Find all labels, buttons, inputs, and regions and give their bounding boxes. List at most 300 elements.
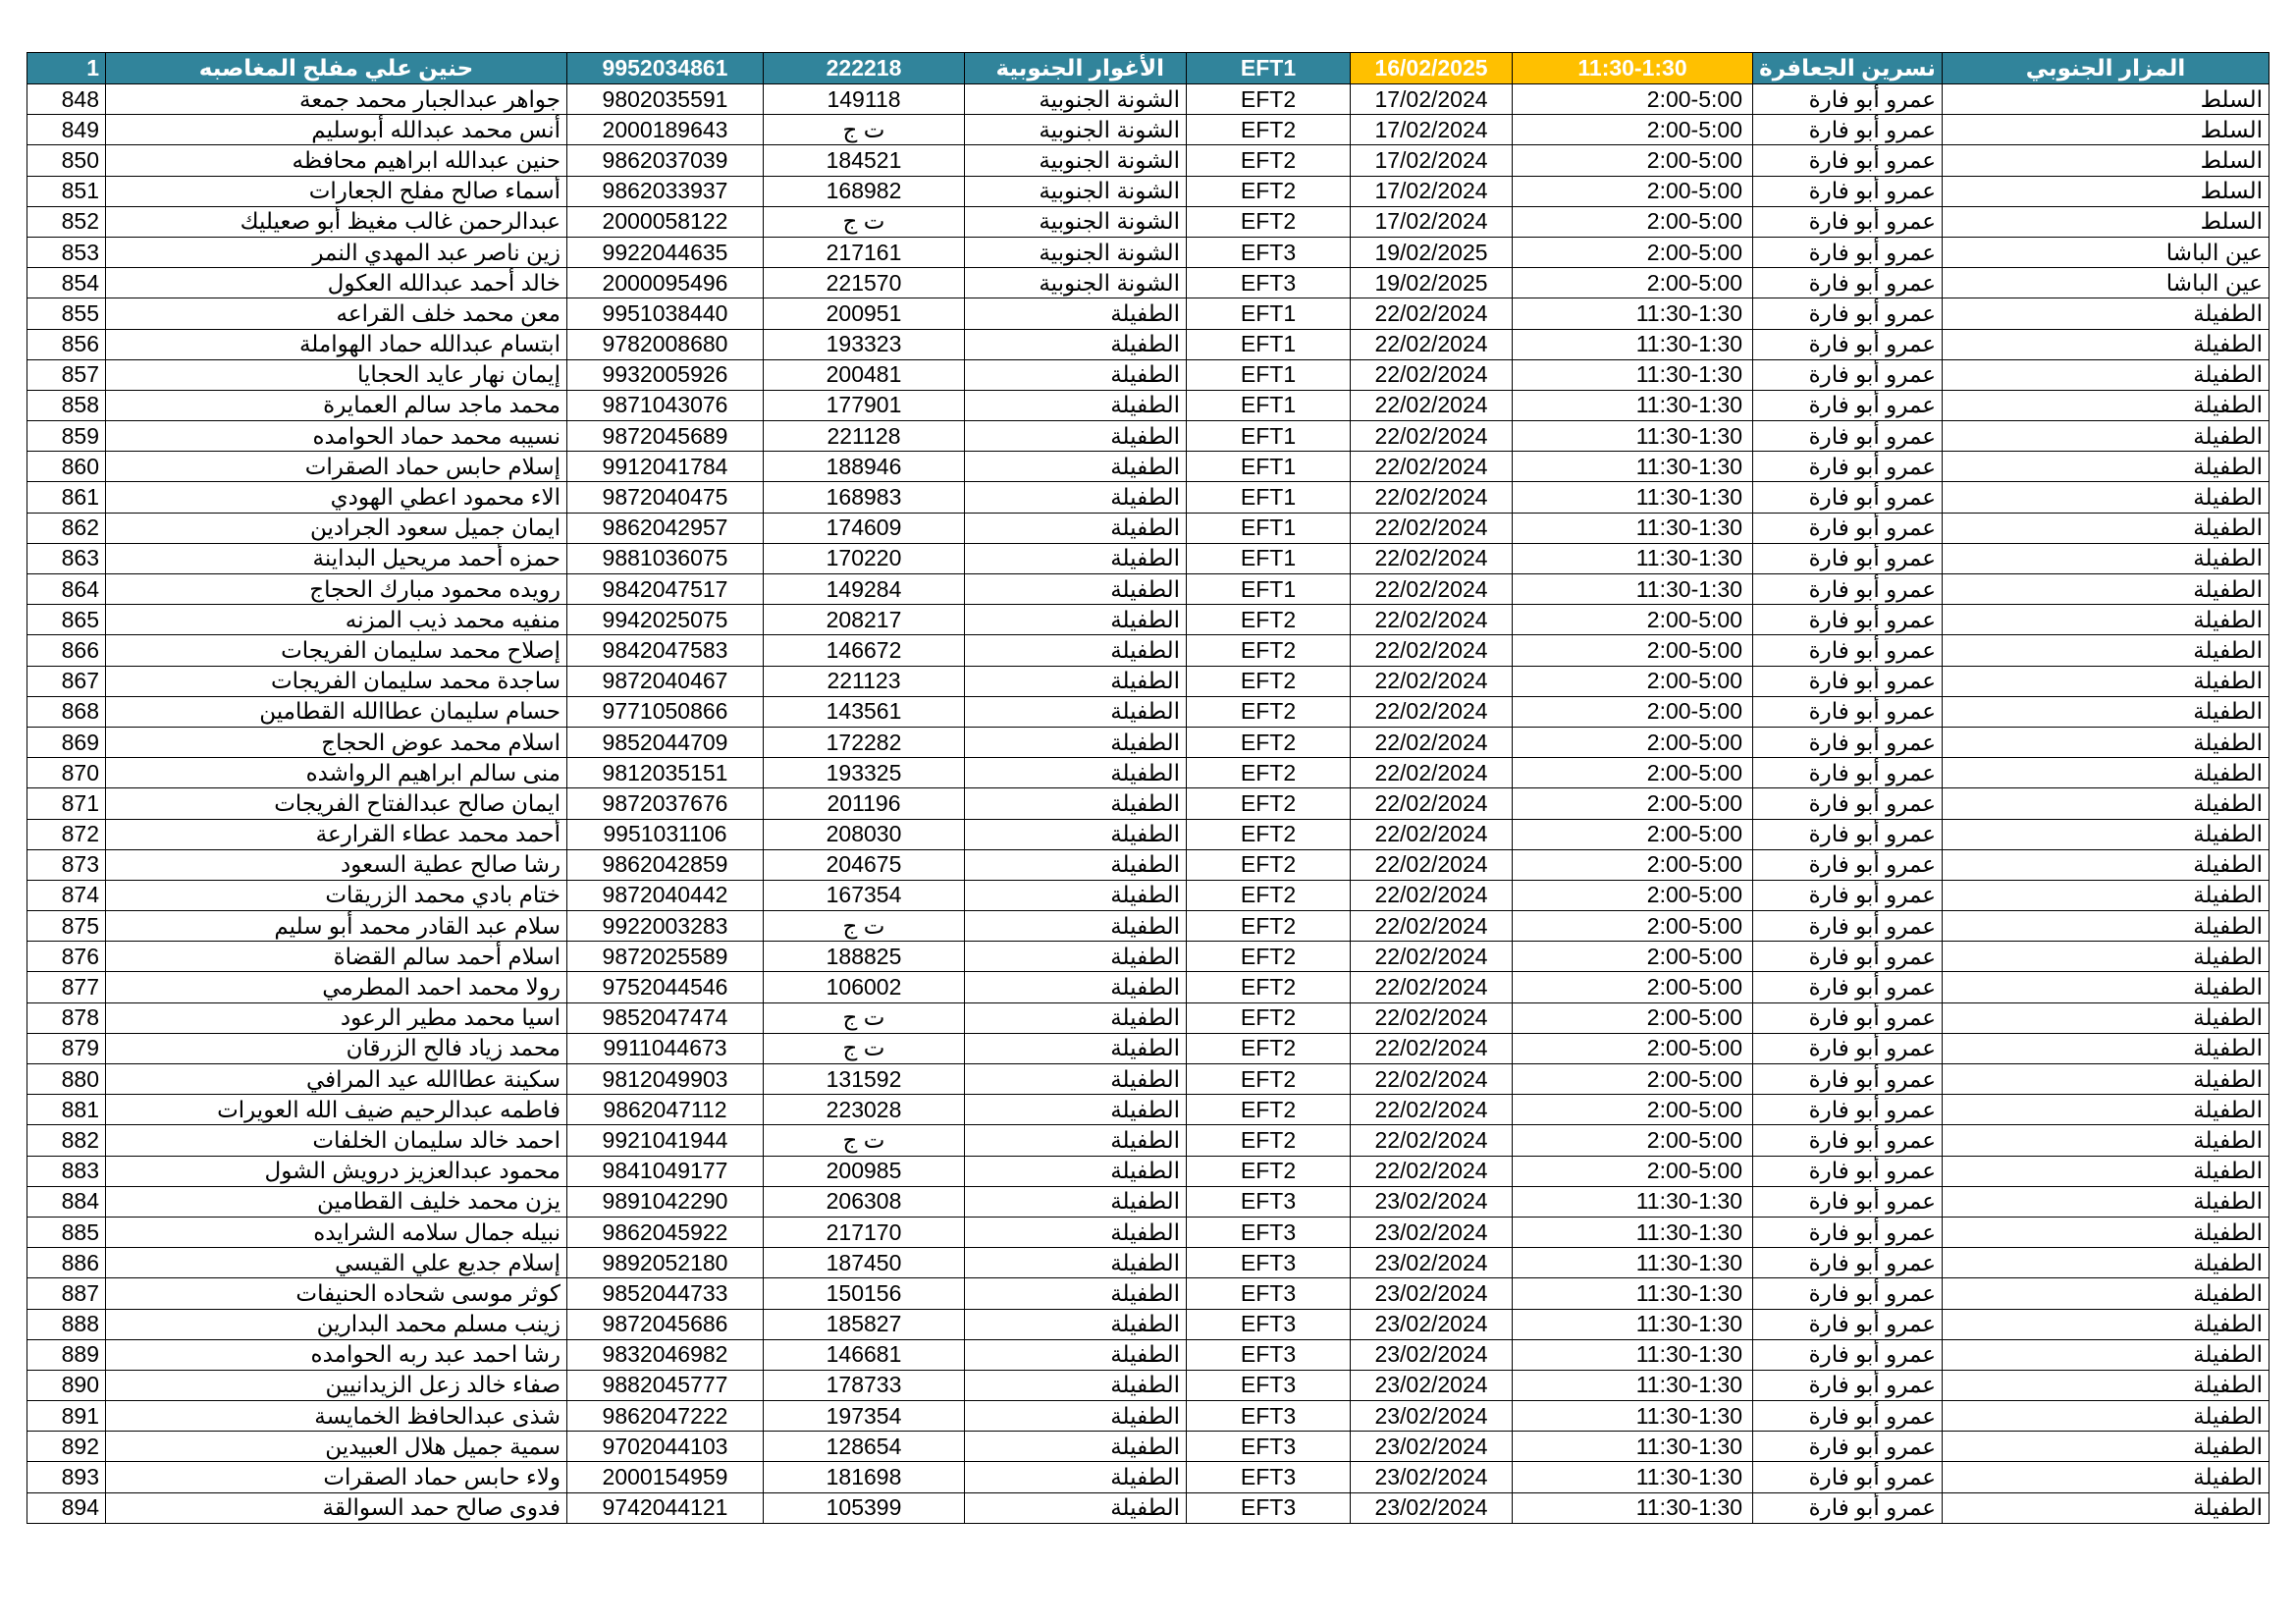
table-row	[27, 329, 2269, 359]
group-cell: EFT2	[1187, 788, 1351, 819]
trainer-cell: عمرو أبو فارة	[1753, 115, 1943, 145]
governorate-cell: الطفيلة	[965, 1248, 1187, 1278]
date-cell: 22/02/2024	[1351, 880, 1513, 910]
code-cell: 221128	[764, 421, 965, 452]
table-row	[27, 1492, 2269, 1523]
area-cell: الطفيلة	[1943, 1248, 2269, 1278]
area-cell: الطفيلة	[1943, 390, 2269, 420]
group-cell: EFT2	[1187, 1156, 1351, 1186]
national-id-cell: 9862042957	[567, 513, 764, 543]
trainer-cell: عمرو أبو فارة	[1753, 1462, 1943, 1492]
time-cell: 11:30-1:30	[1513, 390, 1753, 420]
national-id-cell: 9842047583	[567, 635, 764, 666]
area-cell: الطفيلة	[1943, 605, 2269, 635]
area-cell: الطفيلة	[1943, 1186, 2269, 1217]
name-cell: يزن محمد خليف القطامين	[106, 1186, 567, 1217]
governorate-cell: الطفيلة	[965, 942, 1187, 972]
time-cell: 11:30-1:30	[1513, 1339, 1753, 1370]
group-cell: EFT1	[1187, 543, 1351, 573]
national-id-cell: 9932005926	[567, 359, 764, 390]
area-cell: الطفيلة	[1943, 1033, 2269, 1063]
area-cell: الطفيلة	[1943, 359, 2269, 390]
national-id-cell: 9852044709	[567, 727, 764, 757]
area-cell: الطفيلة	[1943, 1064, 2269, 1095]
date-cell: 23/02/2024	[1351, 1248, 1513, 1278]
governorate-cell: الطفيلة	[965, 543, 1187, 573]
table-row	[27, 788, 2269, 819]
index-cell: 892	[27, 1432, 106, 1462]
group-cell: EFT1	[1187, 390, 1351, 420]
index-cell: 856	[27, 329, 106, 359]
name-cell: اسيا محمد مطير الرعود	[106, 1002, 567, 1033]
trainer-cell: عمرو أبو فارة	[1753, 1002, 1943, 1033]
code-cell: 200985	[764, 1156, 965, 1186]
index-cell: 859	[27, 421, 106, 452]
group-cell: EFT3	[1187, 1492, 1351, 1523]
group-cell: EFT2	[1187, 972, 1351, 1002]
time-cell: 2:00-5:00	[1513, 849, 1753, 880]
code-cell: 181698	[764, 1462, 965, 1492]
date-cell: 22/02/2024	[1351, 452, 1513, 482]
time-cell: 2:00-5:00	[1513, 176, 1753, 206]
header-trainer-cell: نسرين الجعافرة	[1753, 53, 1943, 84]
time-cell: 2:00-5:00	[1513, 1125, 1753, 1156]
national-id-cell: 9922003283	[567, 911, 764, 942]
name-cell: ولاء حابس حماد الصقرات	[106, 1462, 567, 1492]
index-cell: 888	[27, 1309, 106, 1339]
code-cell: 206308	[764, 1186, 965, 1217]
national-id-cell: 9862047112	[567, 1095, 764, 1125]
national-id-cell: 9771050866	[567, 696, 764, 727]
group-cell: EFT2	[1187, 727, 1351, 757]
table-row	[27, 1370, 2269, 1400]
group-cell: EFT1	[1187, 482, 1351, 513]
trainer-cell: عمرو أبو فارة	[1753, 849, 1943, 880]
index-cell: 858	[27, 390, 106, 420]
trainer-cell: عمرو أبو فارة	[1753, 574, 1943, 605]
governorate-cell: الشونة الجنوبية	[965, 237, 1187, 267]
table-row	[27, 1064, 2269, 1095]
group-cell: EFT3	[1187, 1186, 1351, 1217]
governorate-cell: الطفيلة	[965, 849, 1187, 880]
index-cell: 885	[27, 1217, 106, 1247]
national-id-cell: 9862047222	[567, 1401, 764, 1432]
table-row	[27, 1156, 2269, 1186]
national-id-cell: 9752044546	[567, 972, 764, 1002]
area-cell: السلط	[1943, 145, 2269, 176]
date-cell: 22/02/2024	[1351, 543, 1513, 573]
table-row	[27, 1125, 2269, 1156]
index-cell: 879	[27, 1033, 106, 1063]
group-cell: EFT2	[1187, 1002, 1351, 1033]
time-cell: 2:00-5:00	[1513, 145, 1753, 176]
national-id-cell: 9872037676	[567, 788, 764, 819]
index-cell: 881	[27, 1095, 106, 1125]
trainer-cell: عمرو أبو فارة	[1753, 942, 1943, 972]
table-row	[27, 1339, 2269, 1370]
code-cell: 106002	[764, 972, 965, 1002]
index-cell: 850	[27, 145, 106, 176]
national-id-cell: 9841049177	[567, 1156, 764, 1186]
national-id-cell: 9872040442	[567, 880, 764, 910]
index-cell: 861	[27, 482, 106, 513]
trainer-cell: عمرو أبو فارة	[1753, 1492, 1943, 1523]
index-cell: 871	[27, 788, 106, 819]
code-cell: 188825	[764, 942, 965, 972]
name-cell: إسلام حابس حماد الصقرات	[106, 452, 567, 482]
date-cell: 22/02/2024	[1351, 727, 1513, 757]
code-cell: 188946	[764, 452, 965, 482]
trainer-cell: عمرو أبو فارة	[1753, 268, 1943, 298]
trainer-cell: عمرو أبو فارة	[1753, 1339, 1943, 1370]
code-cell: 200951	[764, 298, 965, 329]
time-cell: 11:30-1:30	[1513, 298, 1753, 329]
table-row	[27, 666, 2269, 696]
date-cell: 22/02/2024	[1351, 605, 1513, 635]
table-row	[27, 1186, 2269, 1217]
area-cell: الطفيلة	[1943, 1095, 2269, 1125]
index-cell: 862	[27, 513, 106, 543]
group-cell: EFT2	[1187, 1125, 1351, 1156]
date-cell: 22/02/2024	[1351, 1095, 1513, 1125]
governorate-cell: الطفيلة	[965, 1186, 1187, 1217]
area-cell: الطفيلة	[1943, 696, 2269, 727]
index-cell: 882	[27, 1125, 106, 1156]
area-cell: الطفيلة	[1943, 635, 2269, 666]
date-cell: 23/02/2024	[1351, 1339, 1513, 1370]
trainer-cell: عمرو أبو فارة	[1753, 176, 1943, 206]
group-cell: EFT3	[1187, 1309, 1351, 1339]
time-cell: 2:00-5:00	[1513, 635, 1753, 666]
table-row	[27, 849, 2269, 880]
time-cell: 2:00-5:00	[1513, 758, 1753, 788]
trainer-cell: عمرو أبو فارة	[1753, 1033, 1943, 1063]
index-cell: 864	[27, 574, 106, 605]
date-cell: 22/02/2024	[1351, 1125, 1513, 1156]
governorate-cell: الطفيلة	[965, 574, 1187, 605]
group-cell: EFT2	[1187, 1033, 1351, 1063]
governorate-cell: الطفيلة	[965, 819, 1187, 849]
date-cell: 22/02/2024	[1351, 758, 1513, 788]
name-cell: شذى عبدالحافظ الخمايسة	[106, 1401, 567, 1432]
date-cell: 22/02/2024	[1351, 329, 1513, 359]
national-id-cell: 9872040467	[567, 666, 764, 696]
time-cell: 11:30-1:30	[1513, 574, 1753, 605]
group-cell: EFT3	[1187, 1462, 1351, 1492]
area-cell: السلط	[1943, 84, 2269, 115]
governorate-cell: الطفيلة	[965, 1401, 1187, 1432]
index-cell: 853	[27, 237, 106, 267]
trainer-cell: عمرو أبو فارة	[1753, 666, 1943, 696]
governorate-cell: الطفيلة	[965, 1462, 1187, 1492]
group-cell: EFT2	[1187, 942, 1351, 972]
index-cell: 883	[27, 1156, 106, 1186]
index-cell: 849	[27, 115, 106, 145]
name-cell: رشا صالح عطية السعود	[106, 849, 567, 880]
date-cell: 17/02/2024	[1351, 206, 1513, 237]
governorate-cell: الشونة الجنوبية	[965, 206, 1187, 237]
trainer-cell: عمرو أبو فارة	[1753, 482, 1943, 513]
index-cell: 887	[27, 1278, 106, 1309]
date-cell: 19/02/2025	[1351, 268, 1513, 298]
name-cell: حمزه أحمد مريحيل البداينة	[106, 543, 567, 573]
time-cell: 11:30-1:30	[1513, 421, 1753, 452]
code-cell: 193323	[764, 329, 965, 359]
table-row	[27, 605, 2269, 635]
trainer-cell: عمرو أبو فارة	[1753, 513, 1943, 543]
name-cell: محمد زياد فالح الزرقان	[106, 1033, 567, 1063]
header-governorate-cell: الأغوار الجنوبية	[965, 53, 1187, 84]
group-cell: EFT2	[1187, 206, 1351, 237]
trainer-cell: عمرو أبو فارة	[1753, 1064, 1943, 1095]
header-area-cell: المزار الجنوبي	[1943, 53, 2269, 84]
name-cell: إسلام جديع علي القيسي	[106, 1248, 567, 1278]
table-row	[27, 482, 2269, 513]
name-cell: كوثر موسى شحاده الحنيفات	[106, 1278, 567, 1309]
table-row	[27, 237, 2269, 267]
name-cell: ايمان جميل سعود الجرادين	[106, 513, 567, 543]
index-cell: 877	[27, 972, 106, 1002]
group-cell: EFT3	[1187, 1339, 1351, 1370]
code-cell: 172282	[764, 727, 965, 757]
trainer-cell: عمرو أبو فارة	[1753, 1401, 1943, 1432]
national-id-cell: 2000154959	[567, 1462, 764, 1492]
group-cell: EFT3	[1187, 1217, 1351, 1247]
name-cell: احمد خالد سليمان الخلفات	[106, 1125, 567, 1156]
national-id-cell: 9702044103	[567, 1432, 764, 1462]
trainer-cell: عمرو أبو فارة	[1753, 543, 1943, 573]
governorate-cell: الطفيلة	[965, 880, 1187, 910]
code-cell: 184521	[764, 145, 965, 176]
time-cell: 2:00-5:00	[1513, 880, 1753, 910]
table-row	[27, 1278, 2269, 1309]
national-id-cell: 9852047474	[567, 1002, 764, 1033]
governorate-cell: الطفيلة	[965, 452, 1187, 482]
time-cell: 2:00-5:00	[1513, 942, 1753, 972]
time-cell: 11:30-1:30	[1513, 1217, 1753, 1247]
date-cell: 23/02/2024	[1351, 1401, 1513, 1432]
area-cell: الطفيلة	[1943, 727, 2269, 757]
time-cell: 2:00-5:00	[1513, 605, 1753, 635]
group-cell: EFT3	[1187, 268, 1351, 298]
group-cell: EFT3	[1187, 1248, 1351, 1278]
name-cell: نبيله جمال سلامه الشرايده	[106, 1217, 567, 1247]
code-cell: ت ج	[764, 1002, 965, 1033]
area-cell: السلط	[1943, 176, 2269, 206]
name-cell: أنس محمد عبدالله أبوسليم	[106, 115, 567, 145]
trainer-cell: عمرو أبو فارة	[1753, 1248, 1943, 1278]
date-cell: 23/02/2024	[1351, 1462, 1513, 1492]
national-id-cell: 9882045777	[567, 1370, 764, 1400]
trainer-cell: عمرو أبو فارة	[1753, 696, 1943, 727]
code-cell: 208217	[764, 605, 965, 635]
table-row	[27, 635, 2269, 666]
governorate-cell: الطفيلة	[965, 298, 1187, 329]
group-cell: EFT1	[1187, 298, 1351, 329]
code-cell: 193325	[764, 758, 965, 788]
index-cell: 865	[27, 605, 106, 635]
area-cell: الطفيلة	[1943, 788, 2269, 819]
area-cell: السلط	[1943, 206, 2269, 237]
area-cell: الطفيلة	[1943, 758, 2269, 788]
area-cell: عين الباشا	[1943, 237, 2269, 267]
code-cell: ت ج	[764, 206, 965, 237]
name-cell: رشا احمد عبد ربه الحوامده	[106, 1339, 567, 1370]
name-cell: سلام عبد القادر محمد أبو سليم	[106, 911, 567, 942]
group-cell: EFT1	[1187, 359, 1351, 390]
trainer-cell: عمرو أبو فارة	[1753, 1278, 1943, 1309]
code-cell: 221570	[764, 268, 965, 298]
name-cell: منفيه محمد ذيب المزنه	[106, 605, 567, 635]
national-id-cell: 9872045686	[567, 1309, 764, 1339]
table-row	[27, 268, 2269, 298]
national-id-cell: 9862033937	[567, 176, 764, 206]
table-row	[27, 1401, 2269, 1432]
area-cell: الطفيلة	[1943, 1339, 2269, 1370]
time-cell: 2:00-5:00	[1513, 666, 1753, 696]
national-id-cell: 9872025589	[567, 942, 764, 972]
governorate-cell: الطفيلة	[965, 696, 1187, 727]
group-cell: EFT2	[1187, 696, 1351, 727]
area-cell: الطفيلة	[1943, 1125, 2269, 1156]
time-cell: 11:30-1:30	[1513, 359, 1753, 390]
area-cell: الطفيلة	[1943, 1401, 2269, 1432]
governorate-cell: الطفيلة	[965, 788, 1187, 819]
national-id-cell: 2000058122	[567, 206, 764, 237]
date-cell: 22/02/2024	[1351, 1033, 1513, 1063]
group-cell: EFT2	[1187, 911, 1351, 942]
code-cell: 200481	[764, 359, 965, 390]
time-cell: 2:00-5:00	[1513, 696, 1753, 727]
time-cell: 2:00-5:00	[1513, 1095, 1753, 1125]
table-row	[27, 972, 2269, 1002]
group-cell: EFT1	[1187, 513, 1351, 543]
national-id-cell: 9862037039	[567, 145, 764, 176]
name-cell: منى سالم ابراهيم الرواشده	[106, 758, 567, 788]
group-cell: EFT2	[1187, 176, 1351, 206]
governorate-cell: الطفيلة	[965, 1064, 1187, 1095]
code-cell: 146681	[764, 1339, 965, 1370]
code-cell: 149118	[764, 84, 965, 115]
date-cell: 23/02/2024	[1351, 1217, 1513, 1247]
index-cell: 890	[27, 1370, 106, 1400]
code-cell: 178733	[764, 1370, 965, 1400]
group-cell: EFT3	[1187, 1432, 1351, 1462]
date-cell: 22/02/2024	[1351, 849, 1513, 880]
governorate-cell: الطفيلة	[965, 1156, 1187, 1186]
time-cell: 2:00-5:00	[1513, 911, 1753, 942]
area-cell: الطفيلة	[1943, 1217, 2269, 1247]
name-cell: اسلام أحمد سالم القضاة	[106, 942, 567, 972]
governorate-cell: الطفيلة	[965, 666, 1187, 696]
trainer-cell: عمرو أبو فارة	[1753, 452, 1943, 482]
name-cell: رويده محمود مبارك الحجاج	[106, 574, 567, 605]
governorate-cell: الطفيلة	[965, 329, 1187, 359]
table-row	[27, 758, 2269, 788]
date-cell: 23/02/2024	[1351, 1186, 1513, 1217]
header-time-cell: 11:30-1:30	[1513, 53, 1753, 84]
area-cell: الطفيلة	[1943, 666, 2269, 696]
code-cell: ت ج	[764, 911, 965, 942]
date-cell: 22/02/2024	[1351, 513, 1513, 543]
index-cell: 878	[27, 1002, 106, 1033]
time-cell: 11:30-1:30	[1513, 1370, 1753, 1400]
date-cell: 22/02/2024	[1351, 788, 1513, 819]
national-id-cell: 9872040475	[567, 482, 764, 513]
header-national-id-cell: 9952034861	[567, 53, 764, 84]
group-cell: EFT1	[1187, 452, 1351, 482]
index-cell: 880	[27, 1064, 106, 1095]
area-cell: الطفيلة	[1943, 942, 2269, 972]
area-cell: الطفيلة	[1943, 513, 2269, 543]
group-cell: EFT1	[1187, 574, 1351, 605]
national-id-cell: 9862045922	[567, 1217, 764, 1247]
governorate-cell: الطفيلة	[965, 972, 1187, 1002]
table-row	[27, 942, 2269, 972]
name-cell: فدوى صالح حمد السوالقة	[106, 1492, 567, 1523]
time-cell: 11:30-1:30	[1513, 1432, 1753, 1462]
code-cell: 177901	[764, 390, 965, 420]
table-body	[27, 53, 2269, 1524]
national-id-cell: 9951038440	[567, 298, 764, 329]
table-row	[27, 298, 2269, 329]
index-cell: 874	[27, 880, 106, 910]
date-cell: 22/02/2024	[1351, 819, 1513, 849]
area-cell: الطفيلة	[1943, 1370, 2269, 1400]
date-cell: 22/02/2024	[1351, 942, 1513, 972]
area-cell: الطفيلة	[1943, 543, 2269, 573]
trainer-cell: عمرو أبو فارة	[1753, 1309, 1943, 1339]
date-cell: 17/02/2024	[1351, 84, 1513, 115]
index-cell: 852	[27, 206, 106, 237]
date-cell: 23/02/2024	[1351, 1278, 1513, 1309]
table-row	[27, 819, 2269, 849]
area-cell: الطفيلة	[1943, 1278, 2269, 1309]
code-cell: 167354	[764, 880, 965, 910]
name-cell: أسماء صالح مفلح الجعارات	[106, 176, 567, 206]
trainer-cell: عمرو أبو فارة	[1753, 1370, 1943, 1400]
national-id-cell: 9812035151	[567, 758, 764, 788]
date-cell: 22/02/2024	[1351, 574, 1513, 605]
header-date-cell: 16/02/2025	[1351, 53, 1513, 84]
code-cell: 223028	[764, 1095, 965, 1125]
table-row	[27, 543, 2269, 573]
name-cell: سكينة عطاالله عيد المرافي	[106, 1064, 567, 1095]
area-cell: عين الباشا	[1943, 268, 2269, 298]
name-cell: صفاء خالد زعل الزيدانيين	[106, 1370, 567, 1400]
governorate-cell: الطفيلة	[965, 911, 1187, 942]
area-cell: الطفيلة	[1943, 972, 2269, 1002]
table-row	[27, 390, 2269, 420]
code-cell: 170220	[764, 543, 965, 573]
group-cell: EFT3	[1187, 1370, 1351, 1400]
group-cell: EFT2	[1187, 115, 1351, 145]
governorate-cell: الطفيلة	[965, 359, 1187, 390]
national-id-cell: 9942025075	[567, 605, 764, 635]
national-id-cell: 2000189643	[567, 115, 764, 145]
code-cell: 149284	[764, 574, 965, 605]
code-cell: 187450	[764, 1248, 965, 1278]
date-cell: 23/02/2024	[1351, 1370, 1513, 1400]
registration-table	[27, 52, 2269, 1524]
date-cell: 22/02/2024	[1351, 298, 1513, 329]
national-id-cell: 9912041784	[567, 452, 764, 482]
time-cell: 2:00-5:00	[1513, 237, 1753, 267]
date-cell: 22/02/2024	[1351, 1064, 1513, 1095]
code-cell: ت ج	[764, 1033, 965, 1063]
governorate-cell: الشونة الجنوبية	[965, 115, 1187, 145]
date-cell: 22/02/2024	[1351, 666, 1513, 696]
